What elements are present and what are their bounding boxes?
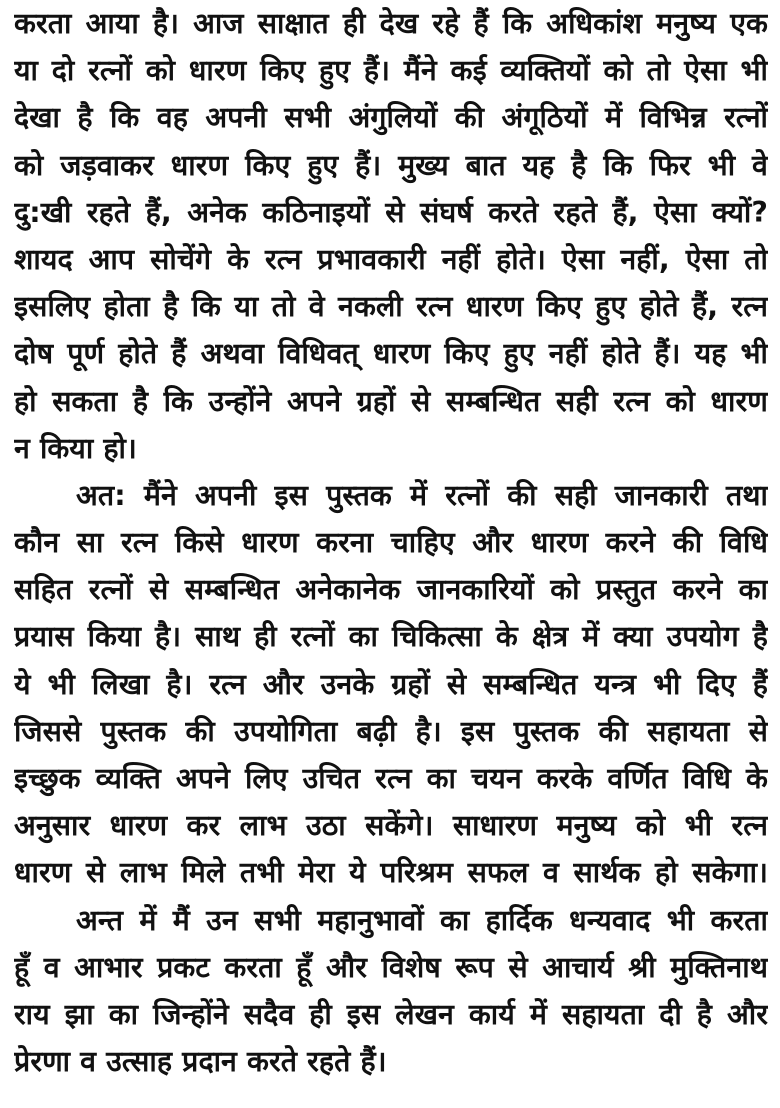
text-line: सहित रत्नों से सम्बन्धित अनेकानेक जानकारियों को प्रस्तुत करने का <box>14 573 768 607</box>
text-line: दोष पूर्ण होते हैं अथवा विधिवत् धारण किए हुए नहीं होते हैं। यह भी <box>14 337 768 371</box>
paragraph-2 <box>14 472 768 897</box>
paragraph-3 <box>14 897 768 1086</box>
text-line: अत: मैंने अपनी इस पुस्तक में रत्नों की सही जानकारी तथा <box>76 478 768 512</box>
text-line: देखा है कि वह अपनी सभी अंगुलियों की अंगूठियों में विभिन्न रत्नों <box>14 101 768 135</box>
text-line: शायद आप सोचेंगे के रत्न प्रभावकारी नहीं होते। ऐसा नहीं, ऐसा तो <box>14 242 768 276</box>
text-line: इसलिए होता है कि या तो वे नकली रत्न धारण किए हुए होते हैं, रत्न <box>14 290 768 324</box>
text-line: प्रेरणा व उत्साह प्रदान करते रहते हैं। <box>14 1045 387 1079</box>
text-line: या दो रत्नों को धारण किए हुए हैं। मैंने कई व्यक्तियों को तो ऐसा भी <box>14 54 768 88</box>
text-line: इच्छुक व्यक्ति अपने लिए उचित रत्न का चयन करके वर्णित विधि के <box>14 762 768 795</box>
text-line: कौन सा रत्न किसे धारण करना चाहिए और धारण करने की विधि <box>14 526 768 560</box>
text-line: अनुसार धारण कर लाभ उठा सकेंगे। साधारण मनुष्य को भी रत्न <box>14 809 768 843</box>
text-line: ये भी लिखा है। रत्न और उनके ग्रहों से सम्बन्धित यन्त्र भी दिए हैं <box>14 667 768 701</box>
text-line: को जड़वाकर धारण किए हुए हैं। मुख्य बात यह है कि फिर भी वे <box>14 148 768 182</box>
text-line: जिससे पुस्तक की उपयोगिता बढ़ी है। इस पुस्तक की सहायता से <box>14 714 768 748</box>
text-line: हो सकता है कि उन्होंने अपने ग्रहों से सम्बन्धित सही रत्न को धारण <box>14 384 768 418</box>
text-line: राय झा का जिन्होंने सदैव ही इस लेखन कार्य में सहायता दी है और <box>14 997 768 1031</box>
paragraph-1 <box>14 0 768 472</box>
text-line: धारण से लाभ मिले तभी मेरा ये परिश्रम सफल व सार्थक हो सकेगा। <box>14 856 768 890</box>
text-line: अन्त में मैं उन सभी महानुभावों का हार्दिक धन्यवाद भी करता <box>76 903 768 937</box>
text-line: न किया हो। <box>14 431 137 465</box>
text-line: करता आया है। आज साक्षात ही देख रहे हैं कि अधिकांश मनुष्य एक <box>14 7 768 40</box>
text-line: हूँ व आभार प्रकट करता हूँ और विशेष रूप से आचार्य श्री मुक्तिनाथ <box>14 950 768 984</box>
text-line: प्रयास किया है। साथ ही रत्नों का चिकित्सा के क्षेत्र में क्या उपयोग है <box>14 620 768 654</box>
text-line: दु:खी रहते हैं, अनेक कठिनाइयों से संघर्ष करते रहते हैं, ऐसा क्यों? <box>14 195 768 229</box>
